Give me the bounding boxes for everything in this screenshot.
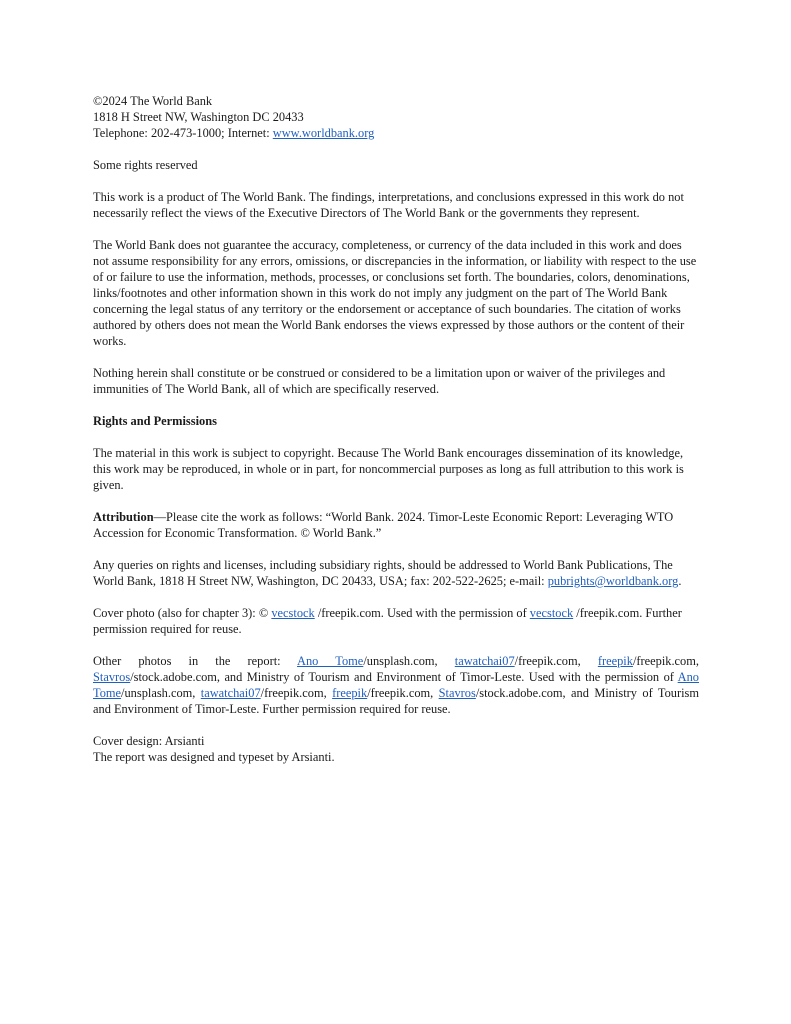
stavros-link[interactable]: Stavros xyxy=(438,686,476,700)
publisher-address xyxy=(93,93,699,141)
cover-photo-text: /freepik.com. Further permission required for reuse. xyxy=(93,606,682,636)
vecstock-link[interactable]: vecstock xyxy=(271,606,315,620)
other-photos-paragraph xyxy=(93,653,699,717)
cover-photo-text: /freepik.com. Used with the permission of xyxy=(314,606,530,620)
product-paragraph: This work is a product of The World Bank. The findings, interpretations, and conclusions expressed in this work do not necessarily reflect the views of the Executive Directors of The World Bank or the governments they represent. xyxy=(93,190,684,220)
ano-tome-link[interactable]: Ano Tome xyxy=(93,670,699,700)
other-photos-text: /unsplash.com, xyxy=(363,654,455,668)
guarantee-paragraph: The World Bank does not guarantee the accuracy, completeness, or currency of the data included in this work and does not assume responsibility for any errors, omissions, or discrepancies in the information, or liability with respect to the use of or failure to use the information, methods, processes, or conclusions set forth. The boundaries, colors, denominations, links/footnotes and other information shown in this work do not imply any judgment on the part of The World Bank concerning the legal status of any territory or the endorsement or acceptance of such boundaries. The citation of works authored by others does not mean the World Bank endorses the views expressed by those authors or the content of their works. xyxy=(93,238,697,348)
typeset-credit: The report was designed and typeset by Arsianti. xyxy=(93,750,335,764)
queries-text: Any queries on rights and licenses, including subsidiary rights, should be addressed to World Bank Publications, The World Bank, 1818 H Street NW, Washington, DC 20433, USA; fax: 202-522-2625; e-mail: xyxy=(93,558,673,588)
other-photos-text: Other photos in the report: xyxy=(93,654,298,668)
cover-photo-text: Cover photo (also for chapter 3): © xyxy=(93,606,272,620)
attribution-text: —Please cite the work as follows: “World Bank. 2024. Timor-Leste Economic Report: Leveraging WTO Accession for Economic Transformation. © World Bank.” xyxy=(93,510,674,540)
immunities-paragraph: Nothing herein shall constitute or be construed or considered to be a limitation upon or waiver of the privileges and immunities of The World Bank, all of which are specifically reserved. xyxy=(93,366,666,396)
queries-paragraph xyxy=(93,557,699,589)
other-photos-text: /stock.adobe.com, and Ministry of Tourism and Environment of Timor-Leste. Used with the permission of xyxy=(130,670,678,684)
vecstock-link[interactable]: vecstock xyxy=(529,606,574,620)
ano-tome-link[interactable]: Ano Tome xyxy=(297,654,364,668)
page-content xyxy=(93,93,699,765)
address-line-3 xyxy=(93,125,699,141)
freepik-link[interactable]: freepik xyxy=(597,654,633,668)
rights-heading: Rights and Permissions xyxy=(93,414,217,428)
email-link[interactable]: pubrights@worldbank.org xyxy=(547,574,679,588)
other-photos-text: /unsplash.com, xyxy=(121,686,201,700)
other-photos-text: /freepik.com, xyxy=(260,686,333,700)
rights-reserved: Some rights reserved xyxy=(93,158,198,172)
attribution-label: Attribution xyxy=(93,510,154,524)
freepik-link[interactable]: freepik xyxy=(332,686,368,700)
other-photos-text: /stock.adobe.com, and Ministry of Tourism and Environment of Timor-Leste. Further permission required for reuse. xyxy=(93,686,700,716)
other-photos-text: /freepik.com, xyxy=(367,686,439,700)
other-photos-text: /freepik.com, xyxy=(514,654,598,668)
stavros-link[interactable]: Stavros xyxy=(93,670,131,684)
tawatchai07-link[interactable]: tawatchai07 xyxy=(454,654,515,668)
website-link[interactable]: www.worldbank.org xyxy=(272,126,375,140)
other-photos-text: /freepik.com, xyxy=(632,654,699,668)
address-line-1: ©2024 The World Bank xyxy=(93,94,213,108)
tawatchai07-link[interactable]: tawatchai07 xyxy=(200,686,261,700)
copyright-paragraph: The material in this work is subject to copyright. Because The World Bank encourages dissemination of its knowledge, this work may be reproduced, in whole or in part, for noncommercial purposes as long as full attribution to this work is given. xyxy=(93,446,684,492)
telephone-text: Telephone: 202-473-1000; Internet: xyxy=(93,126,273,140)
cover-photo-paragraph xyxy=(93,605,699,637)
queries-end: . xyxy=(678,574,682,588)
attribution-paragraph xyxy=(93,509,699,541)
address-line-2: 1818 H Street NW, Washington DC 20433 xyxy=(93,110,304,124)
cover-design-credit: Cover design: Arsianti xyxy=(93,734,205,748)
design-credits xyxy=(93,733,699,765)
